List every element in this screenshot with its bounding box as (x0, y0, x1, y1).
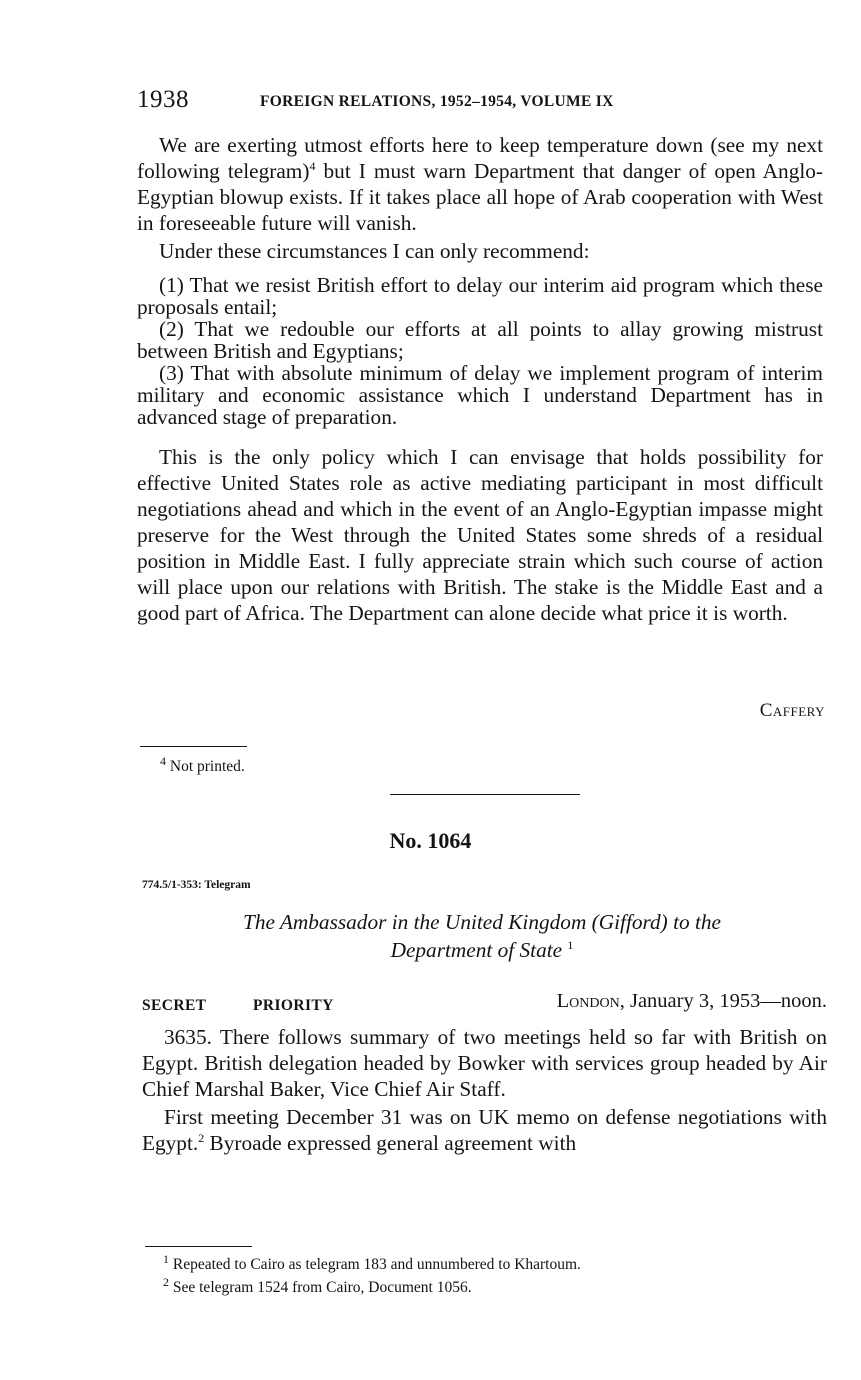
paragraph-policy: This is the only policy which I can envisage that holds possibility for effective United States role as active mediating participant in most difficult negotiations ahead and which in the event of an Anglo-Egyptian impasse might preserve for the West through the United States some shreds of a residual position in Middle East. I fully appreciate strain which such course of action will place upon our relations with British. The stake is the Middle East and a good part of Africa. The Department can alone decide what price it is worth. (137, 445, 823, 625)
footnote-divider (140, 746, 247, 747)
paragraph-summary: 3635. There follows summary of two meetings held so far with British on Egypt. British delegation headed by Bowker with services group headed by Air Chief Marshal Baker, Vice Chief Air Staff. (142, 1025, 827, 1101)
list-item: (3) That with absolute minimum of delay we implement program of interim military and economic assistance which I understand Department has in advanced stage of preparation. (137, 361, 823, 429)
footnote-divider (145, 1246, 252, 1247)
running-title: FOREIGN RELATIONS, 1952–1954, VOLUME IX (260, 93, 614, 110)
footnote-1: $^1$ Repeated to Cairo as telegram 183 and unnumbered to Khartoum. (163, 1251, 581, 1273)
recommendation-list (137, 274, 823, 428)
paragraph-temperature: We are exerting utmost efforts here to keep temperature down (see my next following telegram)$^4$ but I must warn Department that danger of open Anglo-Egyptian blowup exists. If it takes place all hope of Arab cooperation with West in foreseeable future will vanish. (137, 133, 823, 235)
document-heading: The Ambassador in the United Kingdom (Gifford) to the Department of State $^1$ (243, 910, 721, 962)
paragraph-first-meeting: First meeting December 31 was on UK memo on defense negotiations with Egypt.$^2$ Byroade expressed general agreement with (142, 1105, 827, 1155)
footnote-2: $^2$ See telegram 1524 from Cairo, Document 1056. (163, 1274, 472, 1296)
document-number: No. 1064 (389, 828, 472, 853)
classification: SECRET (142, 997, 207, 1014)
page-number: 1938 (137, 86, 189, 113)
list-item: (1) That we resist British effort to delay our interim aid program which these proposals entail; (137, 273, 823, 319)
body-section-2 (142, 1024, 827, 1156)
paragraph-recommend: Under these circumstances I can only recommend: (159, 239, 590, 263)
dateline: London, January 3, 1953—noon. (556, 990, 827, 1012)
body-section-1 (137, 132, 823, 626)
footnote-ref-4: 4 (309, 158, 316, 173)
section-divider (390, 794, 580, 795)
footnote-ref-2: 2 (198, 1130, 205, 1145)
file-reference: 774.5/1-353: Telegram (142, 879, 251, 891)
signature: Caffery (759, 700, 825, 721)
list-item: (2) That we redouble our efforts at all points to allay growing mistrust between British and Egyptians; (137, 317, 823, 363)
footnote-ref-1: 1 (567, 937, 574, 952)
priority: PRIORITY (253, 997, 334, 1014)
footnote-4: $^4$ Not printed. (160, 753, 245, 775)
